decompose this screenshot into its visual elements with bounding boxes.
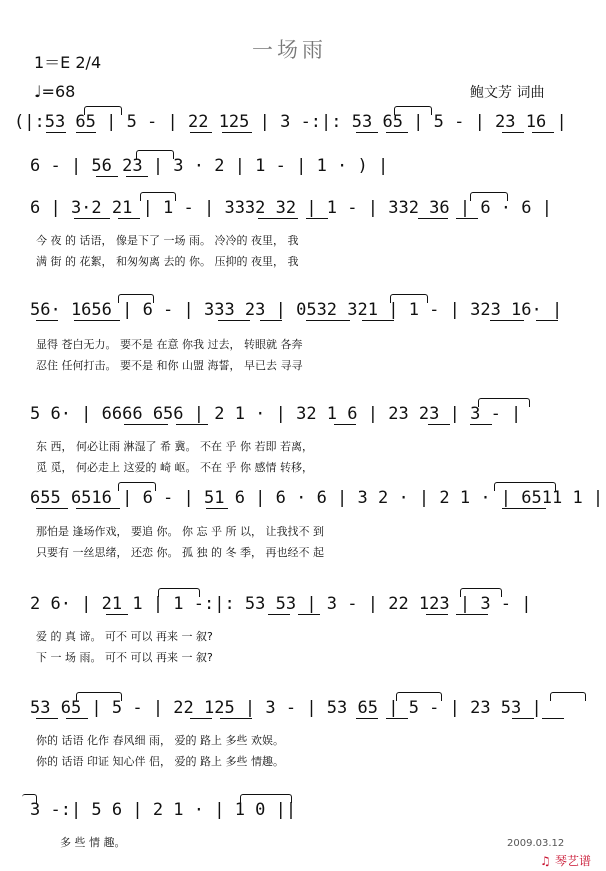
- beam: [356, 132, 378, 133]
- tie: [136, 150, 174, 159]
- beam: [470, 424, 492, 425]
- beam: [96, 176, 118, 177]
- beam: [190, 132, 212, 133]
- system-6-notes: 655 6516 | 6 - | 51 6 | 6 · 6 | 3 2 · | 2 1 · | 6511 1 |: [30, 488, 604, 508]
- tie: [396, 692, 442, 701]
- beam: [334, 424, 356, 425]
- beam: [124, 424, 168, 425]
- beam: [46, 132, 66, 133]
- system-9-lyric-1: 多 些 情 趣。: [60, 836, 126, 849]
- beam: [532, 132, 554, 133]
- system-5-notes: 5 6· | 6666 656 | 2 1 · | 32 1 6 | 23 23 | 3 - |: [30, 404, 522, 424]
- beam: [36, 508, 68, 509]
- system-3-lyric-2: 满 街 的 花絮， 和匆匆离 去的 你。 压抑的 夜里， 我: [36, 255, 299, 268]
- system-5-lyric-2: 觅 觅， 何必走上 这爱的 崎 岖。 不在 乎 你 感情 转移，: [36, 461, 313, 474]
- beam: [126, 176, 148, 177]
- key-signature: 1＝E 2/4: [34, 53, 102, 72]
- beam: [542, 718, 564, 719]
- beam: [74, 218, 110, 219]
- system-7-lyric-2: 下 一 场 雨。 可不 可以 再来 一 叙?: [36, 651, 213, 664]
- site-logo[interactable]: [540, 852, 591, 869]
- beam: [206, 508, 228, 509]
- beam: [428, 424, 450, 425]
- tie: [158, 588, 200, 597]
- system-3-lyric-1: 今 夜 的 话语， 像是下了 一场 雨。 冷冷的 夜里， 我: [36, 234, 299, 247]
- tie: [240, 794, 292, 803]
- system-9-notes: 3 -:| 5 6 | 2 1 · | 1 0 ||: [30, 800, 297, 820]
- beam: [426, 614, 448, 615]
- beam: [502, 132, 524, 133]
- beam: [76, 132, 96, 133]
- tie: [84, 106, 122, 115]
- system-6-lyric-1: 那怕是 逢场作戏， 要追 你。 你 忘 乎 所 以， 让我找不 到: [36, 525, 324, 538]
- beam: [536, 320, 558, 321]
- tie: [394, 106, 432, 115]
- system-4-lyric-1: 显得 苍白无力。 要不是 在意 你我 过去， 转眼就 各奔: [36, 338, 303, 351]
- beam: [490, 320, 524, 321]
- beam: [222, 132, 252, 133]
- tie: [118, 482, 156, 491]
- beam: [218, 320, 250, 321]
- system-5-lyric-1: 东 西， 何必让雨 淋湿了 希 冀。 不在 乎 你 若即 若离，: [36, 440, 313, 453]
- system-4-notes: 56· 1656 | 6 - | 333 23 | 0532 321 | 1 - | 323 16· |: [30, 300, 563, 320]
- tie: [140, 192, 176, 201]
- beam: [512, 718, 534, 719]
- beam: [456, 218, 478, 219]
- tie: [118, 294, 154, 303]
- system-1-notes: (|:53 65 | 5 - | 22 125 | 3 -:|: 53 65 | 5 - | 23 16 |: [14, 112, 567, 132]
- beam: [362, 320, 394, 321]
- system-2-notes: 6 - | 56 23 | 3 · 2 | 1 - | 1 · ) |: [30, 156, 389, 176]
- beam: [356, 718, 378, 719]
- tie: [460, 588, 502, 597]
- beam: [386, 132, 408, 133]
- tie: [478, 398, 530, 407]
- beam: [190, 718, 212, 719]
- tie: [76, 692, 122, 701]
- system-6-lyric-2: 只要有 一丝思绪， 还恋 你。 孤 独 的 冬 季， 再也经不 起: [36, 546, 324, 559]
- beam: [258, 218, 298, 219]
- logo-text: 琴艺谱: [554, 854, 591, 868]
- system-8-lyric-2: 你的 话语 印证 知心伴 侣， 爱的 路上 多些 情趣。: [36, 755, 284, 768]
- system-8-lyric-1: 你的 话语 化作 春风细 雨， 爱的 路上 多些 欢娱。: [36, 734, 284, 747]
- beam: [298, 614, 320, 615]
- beam: [306, 218, 328, 219]
- beam: [36, 320, 58, 321]
- system-7-lyric-1: 爱 的 真 谛。 可不 可以 再来 一 叙?: [36, 630, 213, 643]
- tie: [22, 794, 37, 803]
- system-3-notes: 6 | 3·2 21 | 1 - | 3332 32 | 1 - | 332 36 | 6 · 6 |: [30, 198, 552, 218]
- beam: [74, 320, 120, 321]
- song-title: 一场雨: [252, 38, 327, 62]
- beam: [306, 320, 350, 321]
- tie: [550, 692, 586, 701]
- date-stamp: 2009.03.12: [507, 838, 565, 849]
- system-8-notes: 53 65 | 5 - | 22 125 | 3 - | 53 65 | 5 - | 23 53 |: [30, 698, 542, 718]
- credits: 鲍文芳 词曲: [470, 85, 545, 101]
- beam: [418, 218, 448, 219]
- tie: [494, 482, 556, 491]
- beam: [502, 508, 546, 509]
- system-4-lyric-2: 忍住 任何打击。 要不是 和你 山盟 海誓， 早已去 寻寻: [36, 359, 303, 372]
- qin-logo-icon: ♫: [540, 854, 551, 868]
- beam: [36, 718, 58, 719]
- beam: [176, 424, 208, 425]
- tie: [390, 294, 428, 303]
- tempo-marking: ♩=68: [34, 82, 76, 101]
- system-7-notes: 2 6· | 21 1 | 1 -:|: 53 53 | 3 - | 22 123 | 3 - |: [30, 594, 532, 614]
- beam: [456, 614, 488, 615]
- beam: [76, 508, 120, 509]
- beam: [268, 614, 290, 615]
- tie: [470, 192, 508, 201]
- beam: [106, 614, 128, 615]
- beam: [220, 718, 252, 719]
- beam: [66, 718, 88, 719]
- beam: [118, 218, 140, 219]
- beam: [260, 320, 282, 321]
- beam: [386, 718, 408, 719]
